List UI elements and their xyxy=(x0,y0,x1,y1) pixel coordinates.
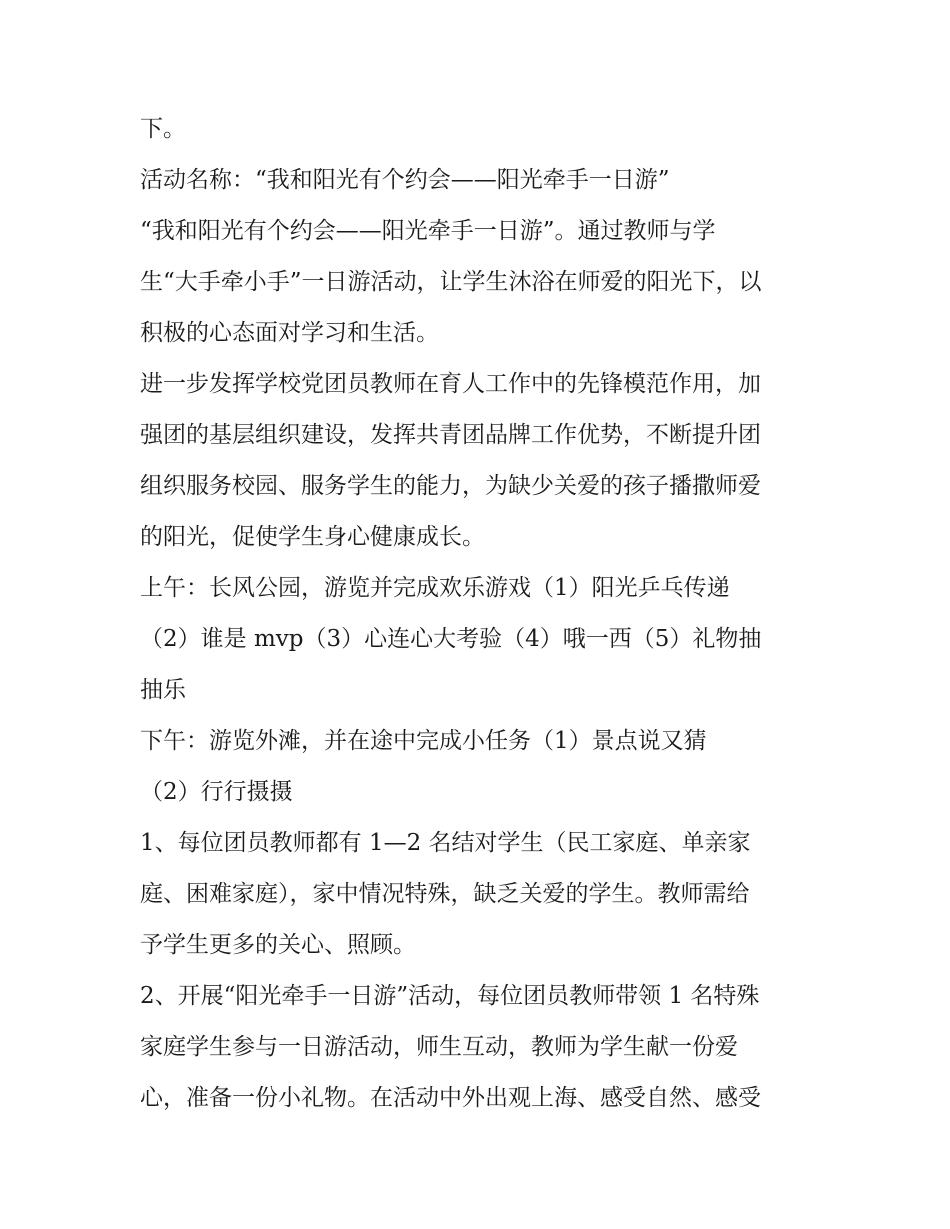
text-line: 庭、困难家庭），家中情况特殊，缺乏关爱的学生。教师需给 xyxy=(140,881,750,907)
text-line: “我和阳光有个约会——阳光牵手一日游”。通过教师与学 xyxy=(140,218,716,244)
text-line: 2、开展“阳光牵手一日游”活动，每位团员教师带领 1 名特殊 xyxy=(140,983,760,1009)
text-line: 积极的心态面对学习和生活。 xyxy=(140,320,439,346)
text-line: 抽乐 xyxy=(140,677,186,703)
text-line: （2）谁是 mvp（3）心连心大考验（4）哦一西（5）礼物抽 xyxy=(140,626,762,652)
text-line: 1、每位团员教师都有 1—2 名结对学生（民工家庭、单亲家 xyxy=(140,830,751,856)
text-line: 活动名称：“我和阳光有个约会——阳光牵手一日游” xyxy=(140,167,670,193)
text-line: 强团的基层组织建设，发挥共青团品牌工作优势，不断提升团 xyxy=(140,422,761,448)
text-line: 下。 xyxy=(140,116,186,142)
text-line: 予学生更多的关心、照顾。 xyxy=(140,932,416,958)
text-line: 家庭学生参与一日游活动，师生互动，教师为学生献一份爱 xyxy=(140,1034,738,1060)
text-line: 的阳光，促使学生身心健康成长。 xyxy=(140,524,485,550)
text-line: 进一步发挥学校党团员教师在育人工作中的先锋模范作用，加 xyxy=(140,371,761,397)
text-line: 生“大手牵小手”一日游活动，让学生沐浴在师爱的阳光下，以 xyxy=(140,269,762,295)
document-body xyxy=(140,104,840,1124)
text-line: 下午：游览外滩，并在途中完成小任务（1）景点说又猜 xyxy=(140,728,707,754)
text-line: 组织服务校园、服务学生的能力，为缺少关爱的孩子播撒师爱 xyxy=(140,473,761,499)
text-line: （2）行行摄摄 xyxy=(140,779,293,805)
text-line: 上午：长风公园，游览并完成欢乐游戏（1）阳光乒乓传递 xyxy=(140,575,730,601)
text-line: 心，准备一份小礼物。在活动中外出观上海、感受自然、感受 xyxy=(140,1085,761,1111)
